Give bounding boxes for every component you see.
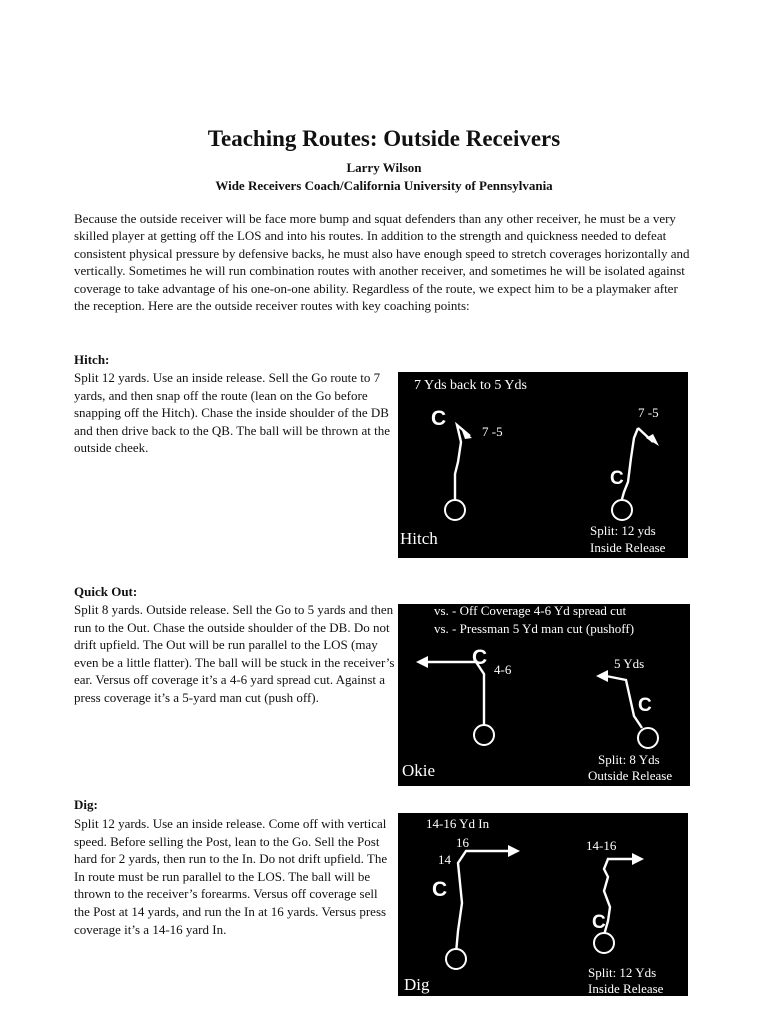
section-text-quick-out: Split 8 yards. Outside release. Sell the Go to 5 yards and then run to the Out. Chase the outside shoulder of the DB. Do not drift upfield. The Out will be run parallel to the LOS (may even be a little flatter). The ball will be stuck in the receiver’s ear. Versus off coverage it’s a 4-6 yard spread cut. Against a press coverage it’s a 5-yard man cut (push off). [74, 602, 395, 705]
section-text-hitch: Split 12 yards. Use an inside release. Sell the Go route to 7 yards, and then snap off the route (lean on the Go before snapping off the Hitch). Chase the inside shoulder of the DB and then drive back to the QB. The ball will be thrown at the outside cheek. [74, 370, 391, 456]
diagram-header-2: vs. - Pressman 5 Yd man cut (pushoff) [434, 621, 635, 636]
release-info: Outside Release [588, 768, 673, 783]
diagram-header: 7 Yds back to 5 Yds [414, 378, 527, 393]
receiver-symbol: C [472, 646, 488, 669]
intro-paragraph: Because the outside receiver will be face more bump and squat defenders than any other receiver, he must be a very skilled player at getting off the LOS and into his routes. In addition to the strength and quickness needed to defeat consistent physical pressure by defensive backs, he must also have enough speed to stretch coverages horizontally and vertically. Sometimes he will run combination routes with another receiver, and sometimes he will be isolated against coverage to take advantage of his one-on-one ability. Regardless of the route, we expect him to be a playmaker after the reception. Here are the outside receiver routes with key coaching points: [74, 211, 690, 314]
arrow-head-icon [416, 656, 428, 668]
release-info: Inside Release [590, 540, 666, 555]
section-text-dig: Split 12 yards. Use an inside release. Come off with vertical speed. Before selling the Post, lean to the Go. Sell the Post hard for 2 yards, then run to the In. Do not drift upfield. The In route must be run parallel to the LOS. The ball will be thrown to the receiver’s forearms. Versus off coverage sell the Post at 14 yards, and run the In at 16 yards. Versus press coverage it’s a 14-16 yard In. [74, 816, 388, 937]
route-name: Hitch [400, 529, 438, 548]
receiver-start-circle [594, 933, 614, 953]
arrow-head-icon [461, 428, 472, 439]
receiver-symbol: C [431, 407, 447, 430]
split-info: Split: 12 Yds [588, 965, 657, 980]
out-route-left [424, 662, 484, 726]
receiver-start-circle [474, 725, 494, 745]
section-title-dig: Dig: [74, 797, 98, 812]
route-label-left: 7 -5 [482, 424, 503, 439]
receiver-symbol: C [638, 695, 652, 716]
split-info: Split: 8 Yds [598, 752, 660, 767]
receiver-symbol: C [432, 878, 448, 901]
route-label-right: 14-16 [586, 838, 617, 853]
route-label-left: 16 [456, 835, 469, 850]
route-name: Okie [402, 761, 436, 780]
receiver-start-circle [445, 500, 465, 520]
section-title-hitch: Hitch: [74, 352, 110, 367]
route-label-right: 7 -5 [638, 405, 659, 420]
receiver-start-circle [446, 949, 466, 969]
arrow-head-icon [596, 670, 608, 682]
receiver-start-circle [612, 500, 632, 520]
dig-route-right [604, 859, 634, 935]
split-info: Split: 12 yds [590, 523, 656, 538]
out-route-right [606, 676, 642, 728]
receiver-start-circle [638, 728, 658, 748]
diagram-quick-out [398, 604, 690, 786]
diagram-header: vs. - Off Coverage 4-6 Yd spread cut [434, 604, 627, 618]
arrow-head-icon [508, 845, 520, 857]
dig-route-left [456, 851, 510, 953]
author-name: Larry Wilson [346, 160, 422, 175]
route-label-left-2: 14 [438, 852, 451, 867]
diagram-hitch [398, 372, 688, 558]
receiver-symbol: C [610, 468, 624, 489]
route-label-right: 5 Yds [614, 656, 645, 671]
author-affiliation: Wide Receivers Coach/California University of Pennsylvania [215, 178, 553, 193]
route-label-left: 4-6 [494, 662, 512, 677]
receiver-symbol: C [592, 912, 606, 933]
document-title: Teaching Routes: Outside Receivers [207, 126, 561, 151]
diagram-dig [398, 813, 688, 996]
diagram-header: 14-16 Yd In [426, 816, 490, 831]
arrow-head-icon [632, 853, 644, 865]
route-name: Dig [404, 975, 430, 994]
section-title-quick-out: Quick Out: [74, 584, 138, 599]
release-info: Inside Release [588, 981, 664, 996]
